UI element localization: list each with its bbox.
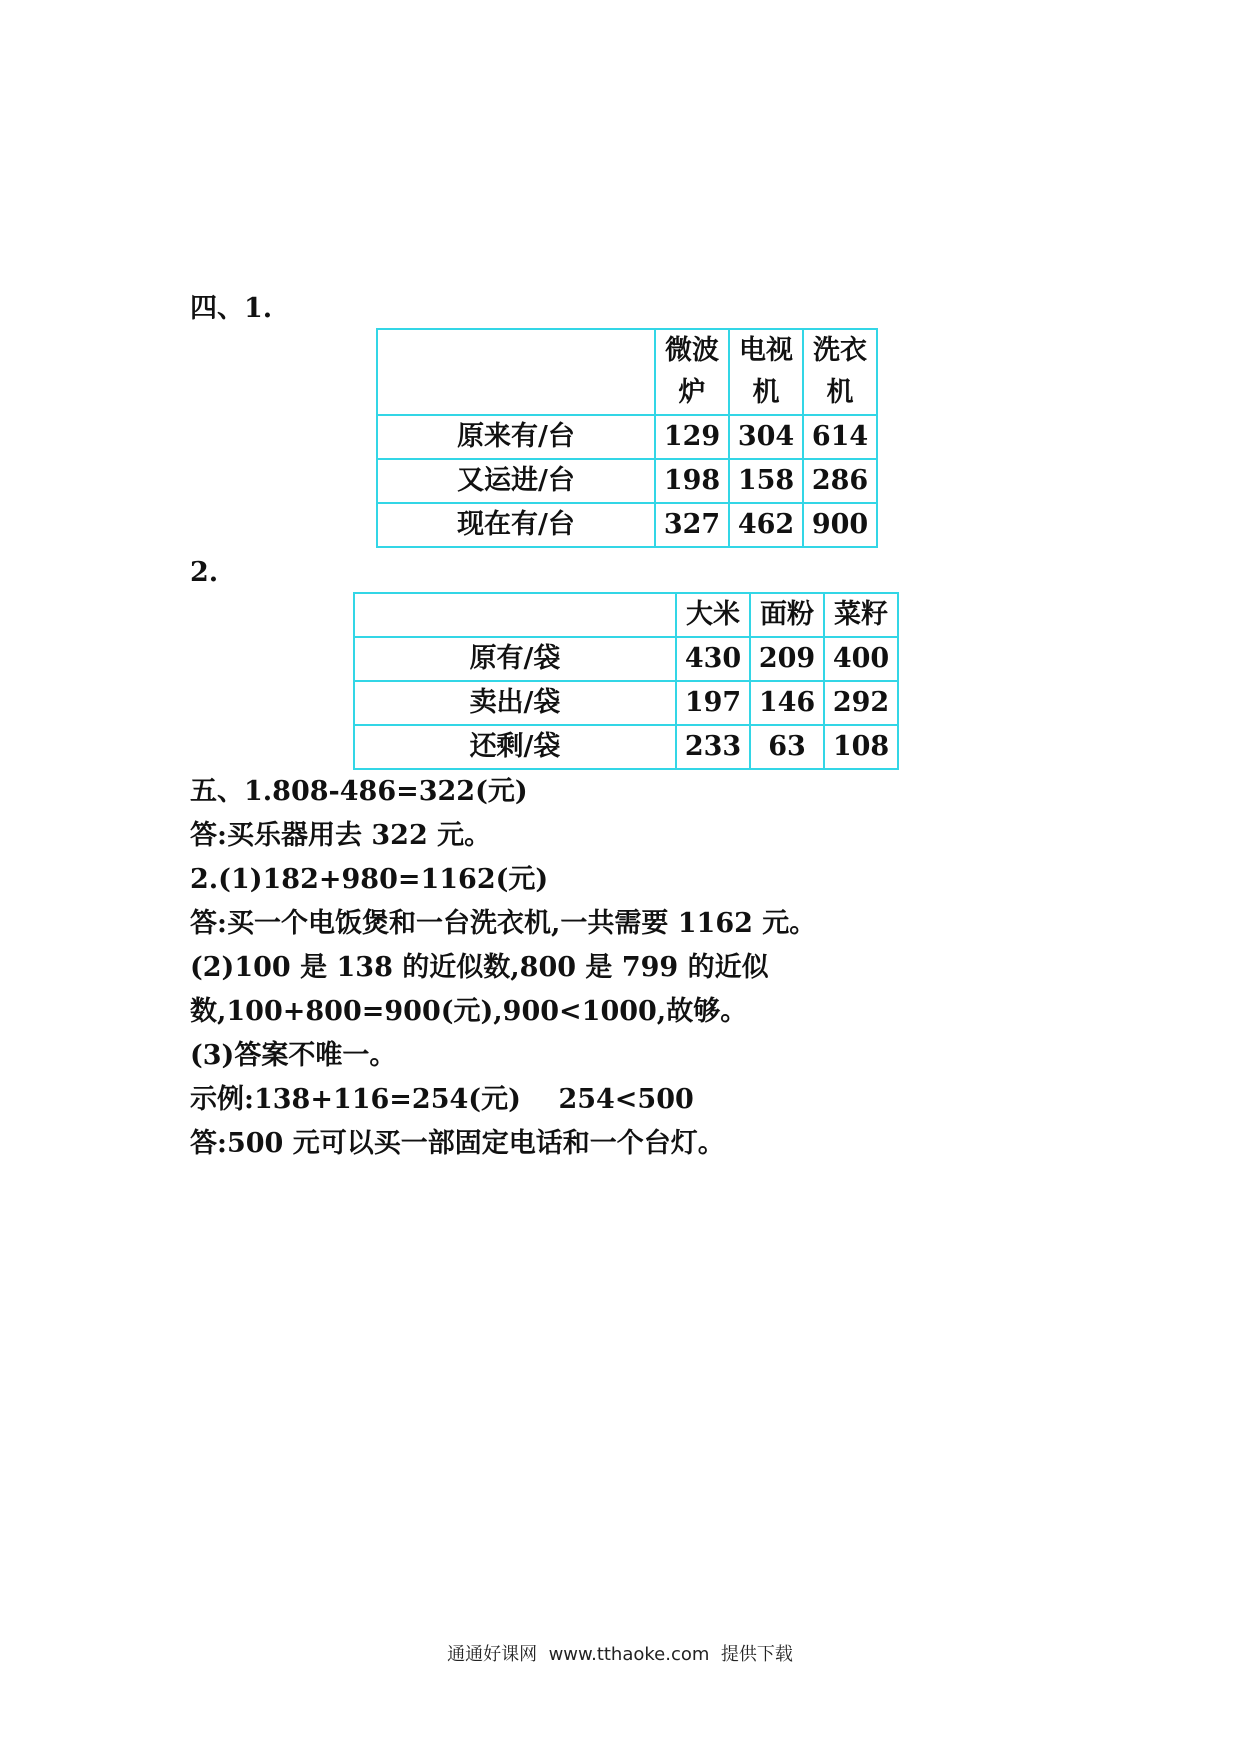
table-row [377,415,877,459]
cell: 286 [803,459,877,503]
row-label: 现在有/台 [377,503,655,547]
row-label: 原来有/台 [377,415,655,459]
answer-line-4: 答:买一个电饭煲和一台洗衣机,一共需要 1162 元。 [190,908,817,939]
table2-header-flour: 面粉 [750,593,824,637]
answer-line-5: (2)100 是 138 的近似数,800 是 799 的近似 [190,952,769,983]
cell: 614 [803,415,877,459]
table1-header-washer-text: 洗衣 机 [813,335,867,408]
table-row [377,503,877,547]
answer-line-3: 2.(1)182+980=1162(元) [190,864,549,895]
table1-header-tv-text: 电视 机 [739,335,793,408]
footer-credit: 通通好课网 www.tthaoke.com 提供下载 [447,1644,793,1665]
cell: 146 [750,681,824,725]
table1-header-microwave-text: 微波 炉 [665,335,719,408]
cell: 129 [655,415,729,459]
cell: 900 [803,503,877,547]
table2-header-rapeseed: 菜籽 [824,593,898,637]
q2-label: 2. [190,557,219,588]
answer-line-6: 数,100+800=900(元),900<1000,故够。 [190,996,748,1027]
cell: 63 [750,725,824,769]
cell: 304 [729,415,803,459]
cell: 197 [676,681,750,725]
cell: 400 [824,637,898,681]
answer-line-1: 五、1.808-486=322(元) [190,776,528,807]
cell: 209 [750,637,824,681]
cell: 198 [655,459,729,503]
cell: 430 [676,637,750,681]
cell: 327 [655,503,729,547]
grain-table [353,592,899,770]
q1-label: 四、1. [190,293,273,324]
table-row [354,681,898,725]
answer-line-7: (3)答案不唯一。 [190,1040,397,1071]
cell: 233 [676,725,750,769]
table2-header-rice: 大米 [676,593,750,637]
table-row [377,459,877,503]
cell: 108 [824,725,898,769]
appliance-table [376,328,878,548]
table1-header-washer [803,329,877,415]
cell: 158 [729,459,803,503]
row-label: 卖出/袋 [354,681,676,725]
answer-line-9: 答:500 元可以买一部固定电话和一个台灯。 [190,1128,725,1159]
cell: 462 [729,503,803,547]
row-label: 还剩/袋 [354,725,676,769]
table1-corner [377,329,655,415]
table-row [354,637,898,681]
answer-line-8: 示例:138+116=254(元) 254<500 [190,1084,694,1115]
table2-corner [354,593,676,637]
cell: 292 [824,681,898,725]
row-label: 又运进/台 [377,459,655,503]
table1-header-microwave [655,329,729,415]
answer-line-2: 答:买乐器用去 322 元。 [190,820,492,851]
row-label: 原有/袋 [354,637,676,681]
table1-header-tv [729,329,803,415]
table-row [354,725,898,769]
